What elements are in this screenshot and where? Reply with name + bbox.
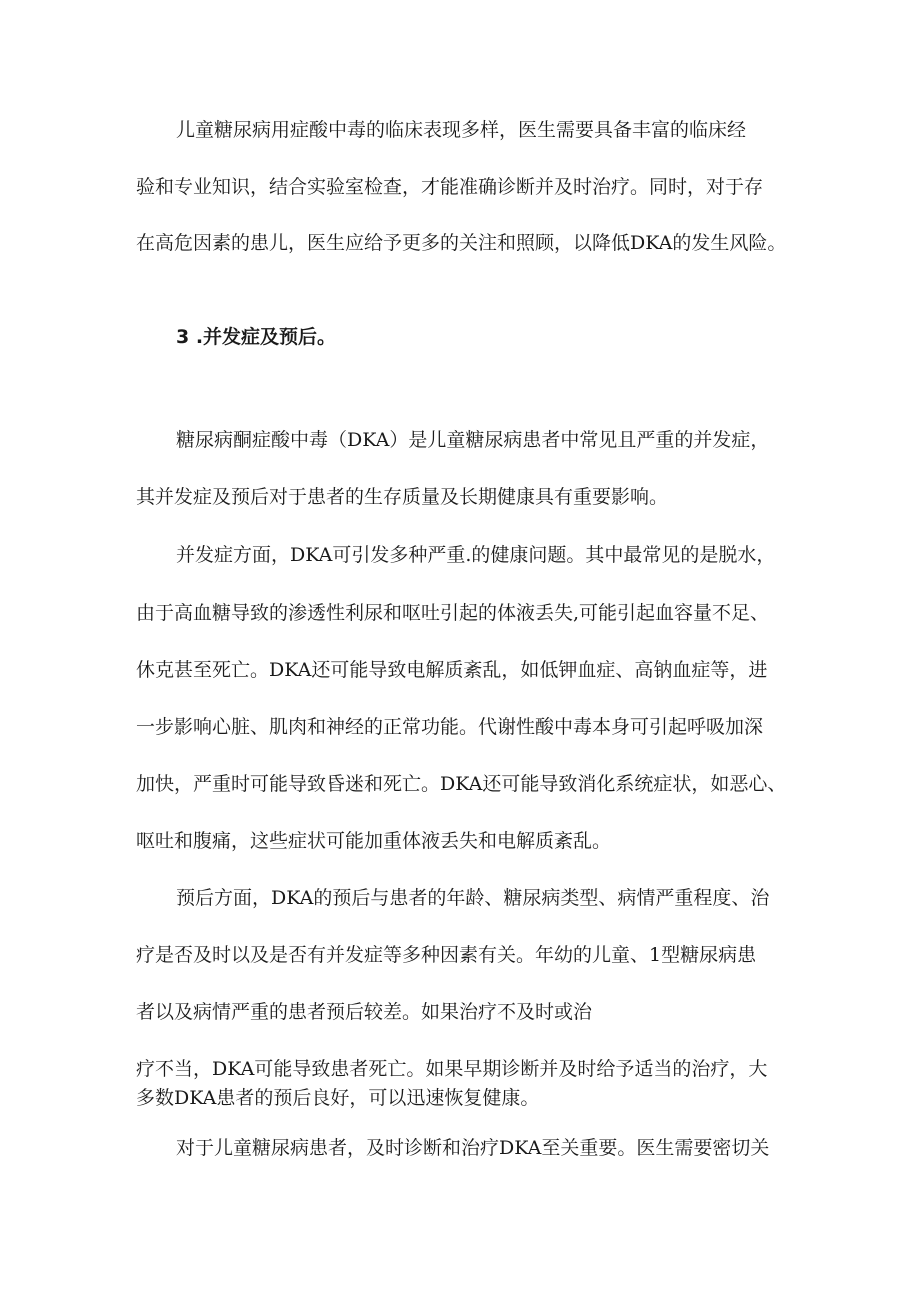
section-heading: 3 .并发症及预后。 — [176, 326, 337, 348]
para3-line-3: 者以及病情严重的患者预后较差。如果治疗不及时或治 — [136, 1001, 593, 1023]
para4-line-1: 疗不当，DKA可能导致患者死亡。如果早期诊断并及时给予适当的治疗，大 — [136, 1058, 768, 1080]
para5-line-1: 对于儿童糖尿病患者，及时诊断和治疗DKA至关重要。医生需要密切关 — [176, 1137, 770, 1159]
para2-line-1: 并发症方面，DKA可引发多种严重.的健康问题。其中最常见的是脱水， — [176, 544, 776, 566]
para2-line-6: 呕吐和腹痛，这些症状可能加重体液丢失和电解质紊乱。 — [136, 830, 612, 852]
intro-line-3: 在高危因素的患儿，医生应给予更多的关注和照顾，以降低DKA的发生风险。 — [136, 232, 787, 254]
para1-line-2: 其并发症及预后对于患者的生存质量及长期健康具有重要影响。 — [136, 486, 669, 508]
para4-line-2: 多数DKA患者的预后良好，可以迅速恢复健康。 — [136, 1087, 540, 1109]
para2-line-3: 休克甚至死亡。DKA还可能导致电解质紊乱，如低钾血症、高钠血症等，进 — [136, 659, 768, 681]
para2-line-2: 由于高血糖导致的渗透性利尿和呕吐引起的体液丢失,可能引起血容量不足、 — [136, 602, 770, 624]
intro-line-2: 验和专业知识，结合实验室检查，才能准确诊断并及时治疗。同时，对于存 — [136, 176, 764, 198]
para3-line-1: 预后方面，DKA的预后与患者的年龄、糖尿病类型、病情严重程度、治 — [176, 887, 770, 909]
para3-line-2: 疗是否及时以及是否有并发症等多种因素有关。年幼的儿童、1型糖尿病患 — [136, 944, 757, 966]
para1-line-1: 糖尿病酮症酸中毒（DKA）是儿童糖尿病患者中常见且严重的并发症， — [176, 429, 770, 451]
para2-line-4: 一步影响心脏、肌肉和神经的正常功能。代谢性酸中毒本身可引起呼吸加深 — [136, 716, 764, 738]
para2-line-5: 加快，严重时可能导致昏迷和死亡。DKA还可能导致消化系统症状，如恶心、 — [136, 773, 787, 795]
intro-line-1: 儿童糖尿病用症酸中毒的临床表现多样，医生需要具备丰富的临床经 — [176, 119, 747, 141]
